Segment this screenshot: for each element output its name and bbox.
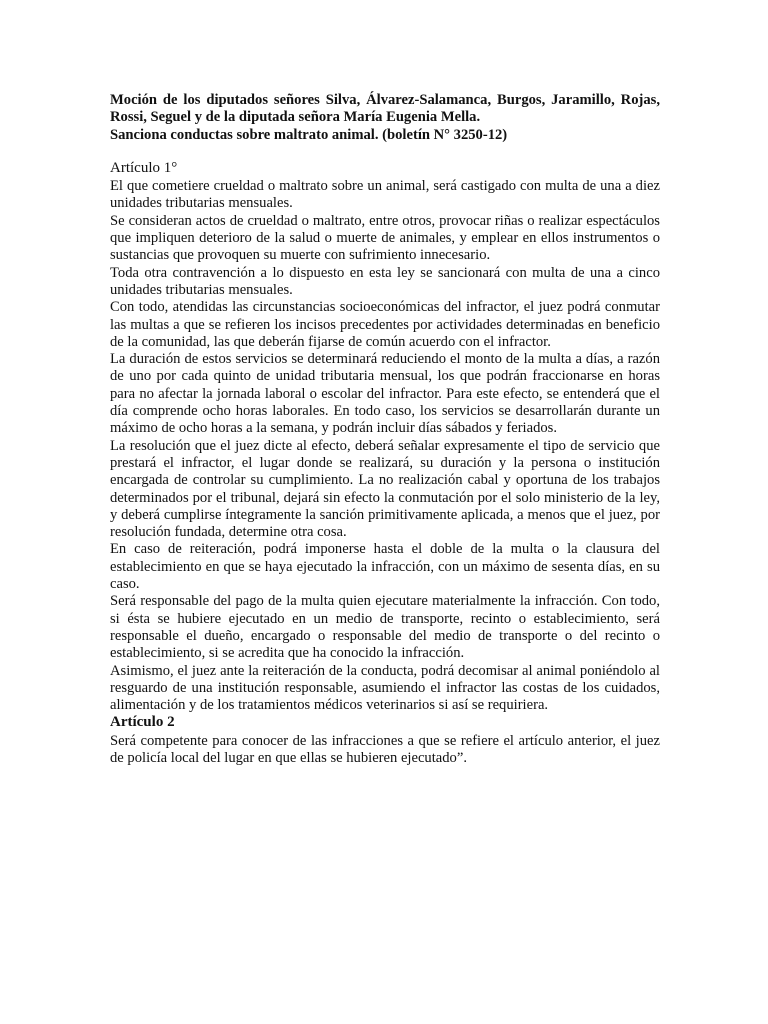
article-1-paragraph-9: Asimismo, el juez ante la reiteración de la conducta, podrá decomisar al animal poniéndolo al resguardo de una institución responsable, asumiendo el infractor las costas de los cuidados, alimentación y de los tratamientos médicos veterinarios si así se requiriera.: [110, 662, 660, 714]
article-1-paragraph-6: La resolución que el juez dicte al efecto, deberá señalar expresamente el tipo de servicio que prestará el infractor, el lugar donde se realizará, su duración y la persona o institución encargada de controlar su cumplimiento. La no realización cabal y oportuna de los trabajos determinados por el tribunal, dejará sin efecto la conmutación por el solo ministerio de la ley, y deberá cumplirse íntegramente la sanción primitivamente aplicada, a menos que el juez, por resolución fundada, determine otra cosa.: [110, 437, 660, 541]
bill-subtitle: Sanciona conductas sobre maltrato animal. (boletín N° 3250-12): [110, 126, 508, 143]
article-1-paragraph-3: Toda otra contravención a lo dispuesto en esta ley se sancionará con multa de una a cinco unidades tributarias mensuales.: [110, 264, 660, 298]
article-1-paragraph-4: Con todo, atendidas las circunstancias socioeconómicas del infractor, el juez podrá conmutar las multas a que se refieren los incisos precedentes por actividades determinadas en beneficio de la comunidad, las que deberán fijarse de común acuerdo con el infractor.: [110, 299, 660, 350]
article-1-paragraph-7: En caso de reiteración, podrá imponerse hasta el doble de la multa o la clausura del establecimiento en que se haya ejecutado la infracción, con un máximo de sesenta días, en su caso.: [110, 541, 660, 593]
article-1-title: Artículo 1°: [110, 159, 178, 176]
document-page: [110, 92, 660, 767]
article-1-paragraph-2: Se consideran actos de crueldad o maltrato, entre otros, provocar riñas o realizar espectáculos que impliquen deterioro de la salud o muerte de animales, y emplear en ellos instrumentos o sustancias que provoquen su muerte con sufrimiento innecesario.: [110, 212, 660, 264]
article-1-paragraph-5: La duración de estos servicios se determinará reduciendo el monto de la multa a días, a razón de uno por cada quinto de unidad tributaria mensual, los que podrán fraccionarse en horas para no afectar la jornada laboral o escolar del infractor. Para este efecto, se entenderá que el día comprende ocho horas laborales. En todo caso, los servicios se desarrollarán durante un máximo de ocho horas a la semana, y podrán incluir días sábados y feriados.: [110, 351, 660, 437]
article-2-paragraph-1: Será competente para conocer de las infracciones a que se refiere el artículo anterior, el juez de policía local del lugar en que ellas se hubieren ejecutado”.: [110, 732, 660, 766]
article-1-paragraph-1: El que cometiere crueldad o maltrato sobre un animal, será castigado con multa de una a diez unidades tributarias mensuales.: [110, 178, 660, 212]
spacer: [110, 144, 660, 160]
motion-title: Moción de los diputados señores Silva, Álvarez-Salamanca, Burgos, Jaramillo, Rojas, Rossi, Seguel y de la diputada señora María Eugenia Mella.: [110, 92, 660, 126]
article-2-title: Artículo 2: [110, 714, 175, 731]
article-1-paragraph-8: Será responsable del pago de la multa quien ejecutare materialmente la infracción. Con todo, si ésta se hubiere ejecutado en un medio de transporte, recinto o establecimiento, será responsable el dueño, encargado o responsable del medio de transporte o del recinto o establecimiento, si se acredita que ha conocido la infracción.: [110, 593, 660, 662]
